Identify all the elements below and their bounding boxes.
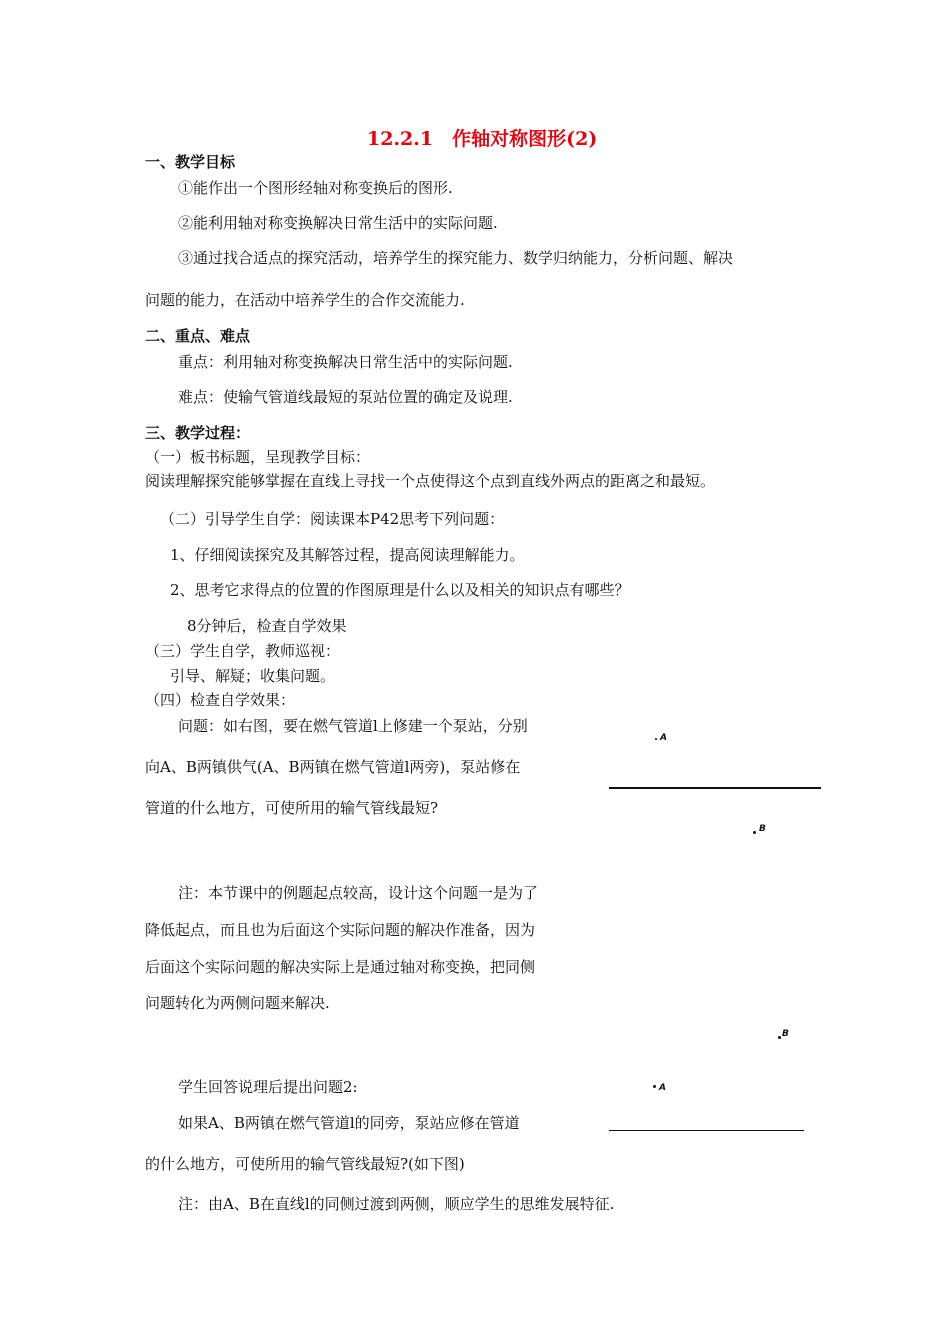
process-line: 8分钟后，检查自学效果 [187,617,347,635]
point-b-label: B [782,1029,789,1039]
note-line: 注：本节课中的例题起点较高，设计这个问题一是为了 [178,884,539,902]
objective-item: ①能作出一个图形经轴对称变换后的图形. [178,179,453,197]
objective-item: ③通过找合适点的探究活动，培养学生的探究能力、数学归纳能力，分析问题、解决 [178,249,734,267]
question2-line: 如果A、B两镇在燃气管道l的同旁，泵站应修在管道 [178,1114,520,1132]
process-line: （三）学生自学，教师巡视： [145,642,341,660]
keypoint-item: 重点：利用轴对称变换解决日常生活中的实际问题. [178,353,513,371]
problem-line: 问题：如右图，要在燃气管道l上修建一个泵站，分别 [178,717,528,735]
note-line: 降低起点，而且也为后面这个实际问题的解决作准备，因为 [145,921,536,939]
section-heading-objectives: 一、教学目标 [145,153,236,171]
process-line: 2、思考它求得点的位置的作图原理是什么以及相关的知识点有哪些？ [170,581,630,599]
page-title: 12.2.1 作轴对称图形(2) [367,128,598,150]
point-a-dot [653,1085,656,1088]
objective-item: ②能利用轴对称变换解决日常生活中的实际问题. [178,214,498,232]
point-b-dot [753,831,756,834]
point-a-label: A [660,733,667,743]
final-note: 注：由A、B在直线l的同侧过渡到两侧，顺应学生的思维发展特征. [178,1195,615,1213]
process-line: 引导、解疑；收集问题。 [170,667,336,685]
problem-line: 向A、B两镇供气(A、B两镇在燃气管道l两旁)，泵站修在 [145,758,521,776]
pipeline-line [609,1130,804,1131]
process-line: （四）检查自学效果： [145,691,296,709]
point-a-dot [655,738,657,740]
keypoint-item: 难点：使输气管道线最短的泵站位置的确定及说理. [178,388,513,406]
pipeline-line [609,787,821,789]
process-line: （二）引导学生自学：阅读课本P42思考下列问题： [160,510,505,528]
section-heading-keypoints: 二、重点、难点 [145,327,251,345]
point-b-dot [778,1036,781,1039]
question2-line: 学生回答说理后提出问题2: [178,1078,358,1096]
section-heading-process: 三、教学过程： [145,424,251,442]
note-line: 后面这个实际问题的解决实际上是通过轴对称变换，把同侧 [145,958,536,976]
note-line: 问题转化为两侧问题来解决. [145,994,330,1012]
process-line: 1、仔细阅读探究及其解答过程，提高阅读理解能力。 [170,546,525,564]
process-line: （一）板书标题，呈现教学目标： [145,448,371,466]
objective-item-continued: 问题的能力，在活动中培养学生的合作交流能力. [145,291,465,309]
problem-line: 管道的什么地方，可使所用的输气管线最短? [145,799,439,817]
point-b-label: B [759,824,766,834]
question2-line: 的什么地方，可使所用的输气管线最短?(如下图) [145,1155,465,1173]
process-line: 阅读理解探究能够掌握在直线上寻找一个点使得这个点到直线外两点的距离之和最短。 [145,472,716,490]
point-a-label: A [659,1083,666,1093]
